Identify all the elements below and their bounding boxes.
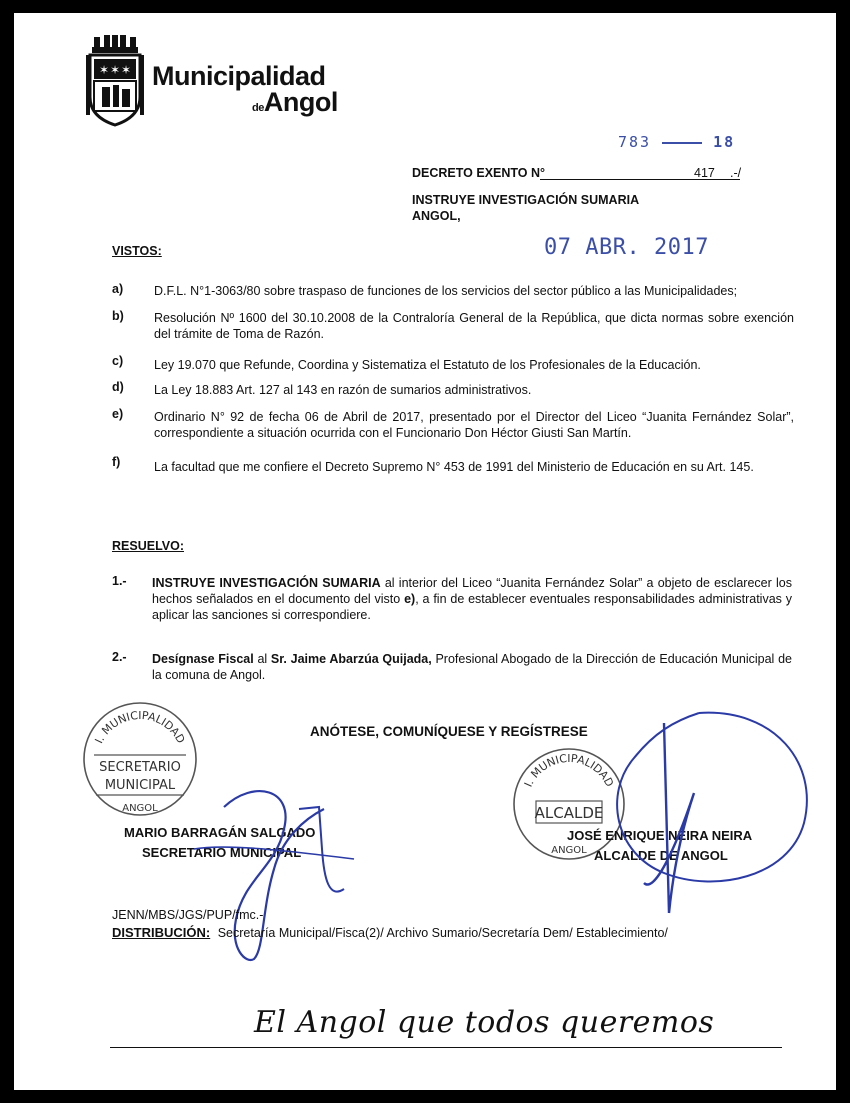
org-name-line2 [252, 89, 338, 116]
decree-subject: INSTRUYE INVESTIGACIÓN SUMARIA [412, 193, 640, 207]
vistos-letter-a: a) [112, 282, 124, 296]
secretary-stamp-mid2: MUNICIPAL [104, 778, 176, 793]
stamp-suffix: 18 [713, 133, 736, 151]
vistos-text-c: Ley 19.070 que Refunde, Coordina y Sistematiza el Estatuto de los Profesionales de la Educación. [154, 358, 701, 372]
municipal-crest-icon [86, 35, 144, 127]
resuelvo-1-text-b: , a fin de establecer eventuales responsabilidades administrativas y aplicar las sanciones si correspondiere. [152, 592, 792, 622]
mayor-stamp-top: I. MUNICIPALIDAD [521, 751, 617, 790]
secretary-stamp-mid1: SECRETARIO [99, 760, 181, 775]
mayor-stamp-mid: ALCALDE [534, 804, 604, 822]
resuelvo-2-bold-a: Desígnase Fiscal [152, 652, 254, 666]
secretary-stamp [80, 699, 200, 819]
office-stamp-number [618, 133, 735, 151]
vistos-letter-e: e) [112, 407, 124, 421]
initials-line: JENN/MBS/JGS/PUP/fmc.- [112, 908, 264, 922]
decree-label: DECRETO EXENTO N° [412, 166, 546, 180]
org-name-de: de [252, 102, 264, 114]
vistos-text-a: D.F.L. N°1-3063/80 sobre traspaso de funciones de los servicios del sector público a las Municipalidades; [154, 284, 738, 298]
document-page [14, 13, 836, 1090]
stamp-number: 783 [618, 133, 652, 151]
vistos-text-f: La facultad que me confiere el Decreto Supremo N° 453 de 1991 del Ministerio de Educación en su Art. 145. [154, 460, 754, 474]
distribution-line [112, 925, 668, 941]
vistos-text-e: Ordinario N° 92 de fecha 06 de Abril de 2017, presentado por el Director del Liceo “Juanita Fernández Solar”, correspondiente a situación ocurrida con el Funcionario Don Héctor Giusti San Martín. [154, 410, 794, 440]
vistos-letter-f: f) [112, 455, 121, 469]
vistos-letter-d: d) [112, 380, 124, 394]
mayor-name: JOSÉ ENRIQUE NEIRA NEIRA [567, 828, 753, 843]
mayor-stamp-bottom: ANGOL [551, 845, 587, 856]
mayor-signature [574, 703, 824, 923]
vistos-letter-c: c) [112, 354, 124, 368]
resuelvo-1-bold: INSTRUYE INVESTIGACIÓN SUMARIA [152, 576, 381, 590]
resuelvo-2-text-a: al [253, 652, 271, 666]
mayor-title: ALCALDE DE ANGOL [594, 848, 728, 863]
stamp-dash [662, 142, 702, 144]
svg-text:✶: ✶ [99, 63, 110, 77]
vistos-letter-b: b) [112, 309, 124, 323]
vistos-heading: VISTOS: [112, 244, 162, 258]
resuelvo-text-1 [152, 575, 792, 623]
date-stamp: 07 ABR. 2017 [544, 235, 709, 260]
resuelvo-heading: RESUELVO: [112, 539, 184, 553]
svg-text:✶: ✶ [110, 63, 121, 77]
resuelvo-2-text-b: Profesional Abogado de la Dirección de Educación Municipal de la comuna de Angol. [152, 652, 792, 682]
footer-rule [110, 1047, 782, 1048]
resuelvo-2-bold-b: Sr. Jaime Abarzúa Quijada, [270, 652, 432, 666]
org-name-angol: Angol [263, 87, 338, 117]
decree-number-suffix: .-/ [730, 166, 742, 180]
secretary-stamp-bottom: ANGOL [122, 803, 158, 814]
resuelvo-1-text-a: al interior del Liceo “Juanita Fernández Solar” a objeto de esclarecer los hechos señalados en el documento del visto [152, 576, 792, 606]
distribution-label: DISTRIBUCIÓN: [112, 925, 211, 940]
distribution-text: Secretaría Municipal/Fisca(2)/ Archivo Sumario/Secretaría Dem/ Establecimiento/ [217, 926, 668, 940]
closing-formula: ANÓTESE, COMUNÍQUESE Y REGÍSTRESE [310, 724, 588, 739]
resuelvo-number-2: 2.- [112, 650, 127, 664]
decree-place: ANGOL, [412, 209, 461, 223]
secretary-name: MARIO BARRAGÁN SALGADO [124, 825, 316, 840]
vistos-text-b: Resolución Nº 1600 del 30.10.2008 de la Contraloría General de la República, que dicta normas sobre exención del trámite de Toma de Razón. [154, 311, 794, 341]
svg-text:✶: ✶ [121, 63, 132, 77]
footer-slogan: El Angol que todos queremos [254, 1005, 715, 1040]
decree-number: 417 [694, 166, 715, 180]
secretary-title: SECRETARIO MUNICIPAL [142, 845, 302, 860]
resuelvo-1-ref: e) [404, 592, 416, 606]
secretary-stamp-top: I. MUNICIPALIDAD [92, 708, 188, 746]
resuelvo-text-2 [152, 651, 792, 683]
vistos-text-d: La Ley 18.883 Art. 127 al 143 en razón de sumarios administrativos. [154, 383, 532, 397]
resuelvo-number-1: 1.- [112, 574, 127, 588]
org-name: Municipalidad [152, 61, 326, 91]
